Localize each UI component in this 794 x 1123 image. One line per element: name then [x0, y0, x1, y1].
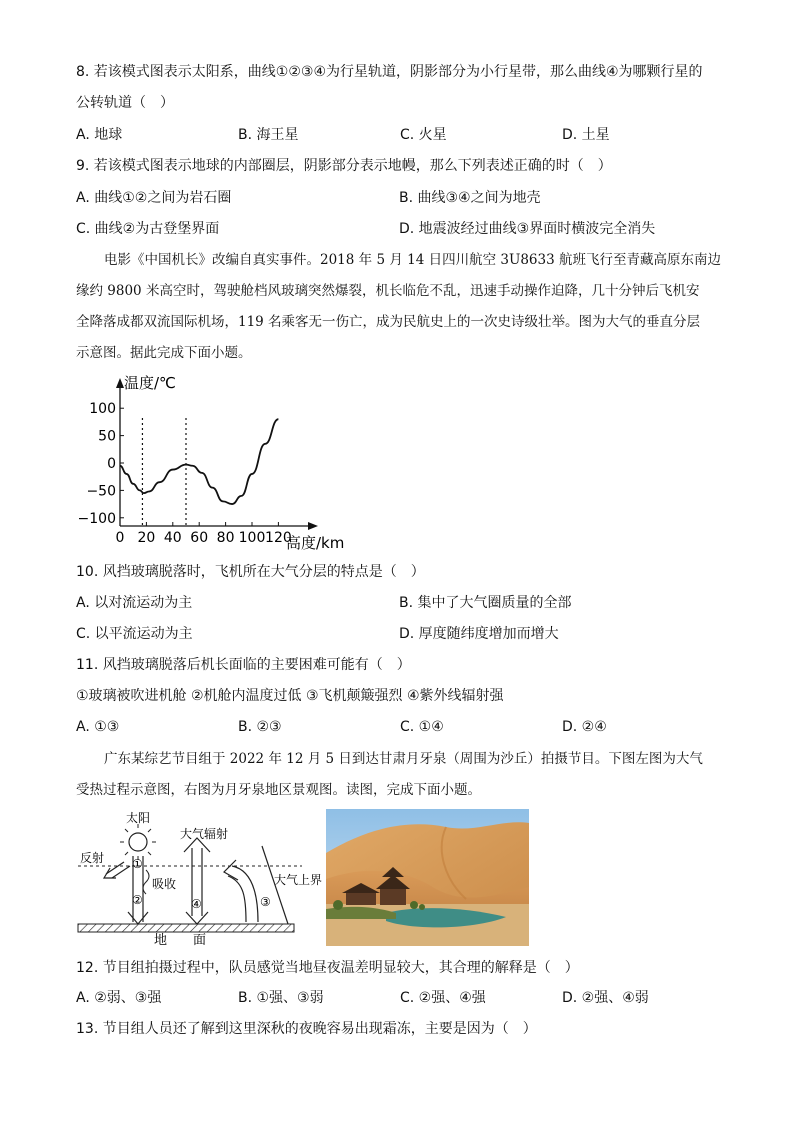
- q9-option-d: D. 地震波经过曲线③界面时横波完全消失: [399, 221, 656, 237]
- chart-y-tick-label: −100: [77, 510, 116, 527]
- chart-ylabel: 温度/℃: [124, 374, 176, 392]
- passage2-line2: 受热过程示意图，右图为月牙泉地区景观图。读图，完成下面小题。: [76, 782, 481, 798]
- q9-option-c: C. 曲线②为古登堡界面: [76, 221, 220, 237]
- q11-option-d: D. ②④: [562, 719, 607, 735]
- atmosphere-temperature-chart: [77, 370, 360, 555]
- q10-option-a: A. 以对流运动为主: [76, 595, 193, 611]
- chart-y-tick-label: −50: [86, 483, 116, 500]
- passage1-line2: 缘约 9800 米高空时，驾驶舱档风玻璃突然爆裂，机长临危不乱，迅速手动操作迫降，几十分钟后飞机安: [76, 283, 700, 299]
- q8-stem-line2: 公转轨道（ ）: [76, 95, 174, 111]
- chart-y-tick-label: 100: [89, 401, 116, 418]
- q11-stem: 11. 风挡玻璃脱落后机长面临的主要困难可能有（ ）: [76, 657, 411, 673]
- q8-option-a: A. 地球: [76, 127, 123, 143]
- absorb-label: 吸收: [152, 877, 177, 891]
- absorb-squiggle: [143, 870, 149, 894]
- q11-option-c: C. ①④: [400, 719, 444, 735]
- atmospheric-heating-diagram: [76, 808, 323, 948]
- q10-stem: 10. 风挡玻璃脱落时，飞机所在大气分层的特点是（ ）: [76, 564, 425, 580]
- sun-label: 太阳: [126, 811, 151, 825]
- q9-option-b: B. 曲线③④之间为地壳: [399, 190, 541, 206]
- crescent-lake-photo: [326, 809, 529, 946]
- chart-y-tick-label: 50: [98, 428, 116, 445]
- passage2-line1: 广东某综艺节目组于 2022 年 12 月 5 日到达甘肃月牙泉（周围为沙丘）拍摄节目。下图左图为大气: [104, 751, 703, 767]
- arrow-label-3: ③: [260, 895, 271, 909]
- ground-radiation-arrow: [224, 860, 258, 922]
- arrow-label-4: ④: [191, 897, 202, 911]
- ground-strip: [78, 924, 294, 932]
- chart-temperature-curve: [120, 419, 278, 504]
- chart-x-tick-label: 60: [190, 530, 209, 546]
- atm-radiation-label: 大气辐射: [180, 827, 229, 841]
- chart-y-tick-label: 0: [107, 456, 116, 472]
- q13-stem: 13. 节目组人员还了解到这里深秋的夜晚容易出现霜冻，主要是因为（ ）: [76, 1021, 537, 1037]
- arrow-label-1: ①: [132, 857, 143, 871]
- q12-option-b: B. ①强、③弱: [238, 990, 324, 1006]
- chart-x-tick-label: 40: [163, 530, 182, 546]
- q10-option-b: B. 集中了大气圈质量的全部: [399, 595, 572, 611]
- q10-option-c: C. 以平流运动为主: [76, 626, 193, 642]
- chart-x-tick-label: 0: [115, 530, 125, 546]
- q8-stem-line1: 8. 若该模式图表示太阳系，曲线①②③④为行星轨道，阴影部分为小行星带，那么曲线④为哪颗行星的: [76, 64, 703, 80]
- q10-option-d: D. 厚度随纬度增加而增大: [399, 626, 559, 642]
- chart-xlabel: 高度/km: [286, 534, 345, 552]
- q11-option-b: B. ②③: [238, 719, 282, 735]
- q9-stem: 9. 若该模式图表示地球的内部圈层，阴影部分表示地幔，那么下列表述正确的时（ ）: [76, 158, 612, 174]
- chart-x-tick-label: 80: [216, 530, 235, 546]
- passage1-line3: 全降落成都双流国际机场，119 名乘客无一伤亡，成为民航史上的一次史诗级壮举。图为大气的垂直分层: [76, 314, 701, 330]
- q12-option-d: D. ②强、④弱: [562, 990, 649, 1006]
- q8-option-d: D. 土星: [562, 127, 610, 143]
- reflect-label: 反射: [80, 851, 105, 865]
- chart-x-tick-label: 120: [265, 530, 292, 546]
- q8-option-b: B. 海王星: [238, 127, 299, 143]
- arrow-label-2: ②: [132, 893, 143, 907]
- atmosphere-top-label: 大气上界: [274, 873, 323, 887]
- q11-option-a: A. ①③: [76, 719, 120, 735]
- q12-option-c: C. ②强、④强: [400, 990, 486, 1006]
- q9-option-a: A. 曲线①②之间为岩石圈: [76, 190, 232, 206]
- reflection-arrow: [104, 862, 130, 878]
- atmospheric-radiation-arrow: [184, 838, 210, 924]
- q11-items: ①玻璃被吹进机舱 ②机舱内温度过低 ③飞机颠簸强烈 ④紫外线辐射强: [76, 688, 504, 704]
- q12-option-a: A. ②弱、③强: [76, 990, 162, 1006]
- chart-x-tick-label: 20: [137, 530, 156, 546]
- sun-icon: [120, 824, 156, 860]
- chart-x-axis-arrow: [308, 522, 318, 530]
- chart-y-axis-arrow: [116, 378, 124, 388]
- passage1-line1: 电影《中国机长》改编自真实事件。2018 年 5 月 14 日四川航空 3U8633 航班飞行至青藏高原东南边: [104, 252, 721, 268]
- q8-option-c: C. 火星: [400, 127, 447, 143]
- q12-stem: 12. 节目组拍摄过程中，队员感觉当地昼夜温差明显较大，其合理的解释是（ ）: [76, 960, 579, 976]
- chart-x-tick-label: 100: [238, 530, 266, 546]
- passage1-line4: 示意图。据此完成下面小题。: [76, 345, 252, 361]
- ground-label: 地 面: [154, 933, 207, 948]
